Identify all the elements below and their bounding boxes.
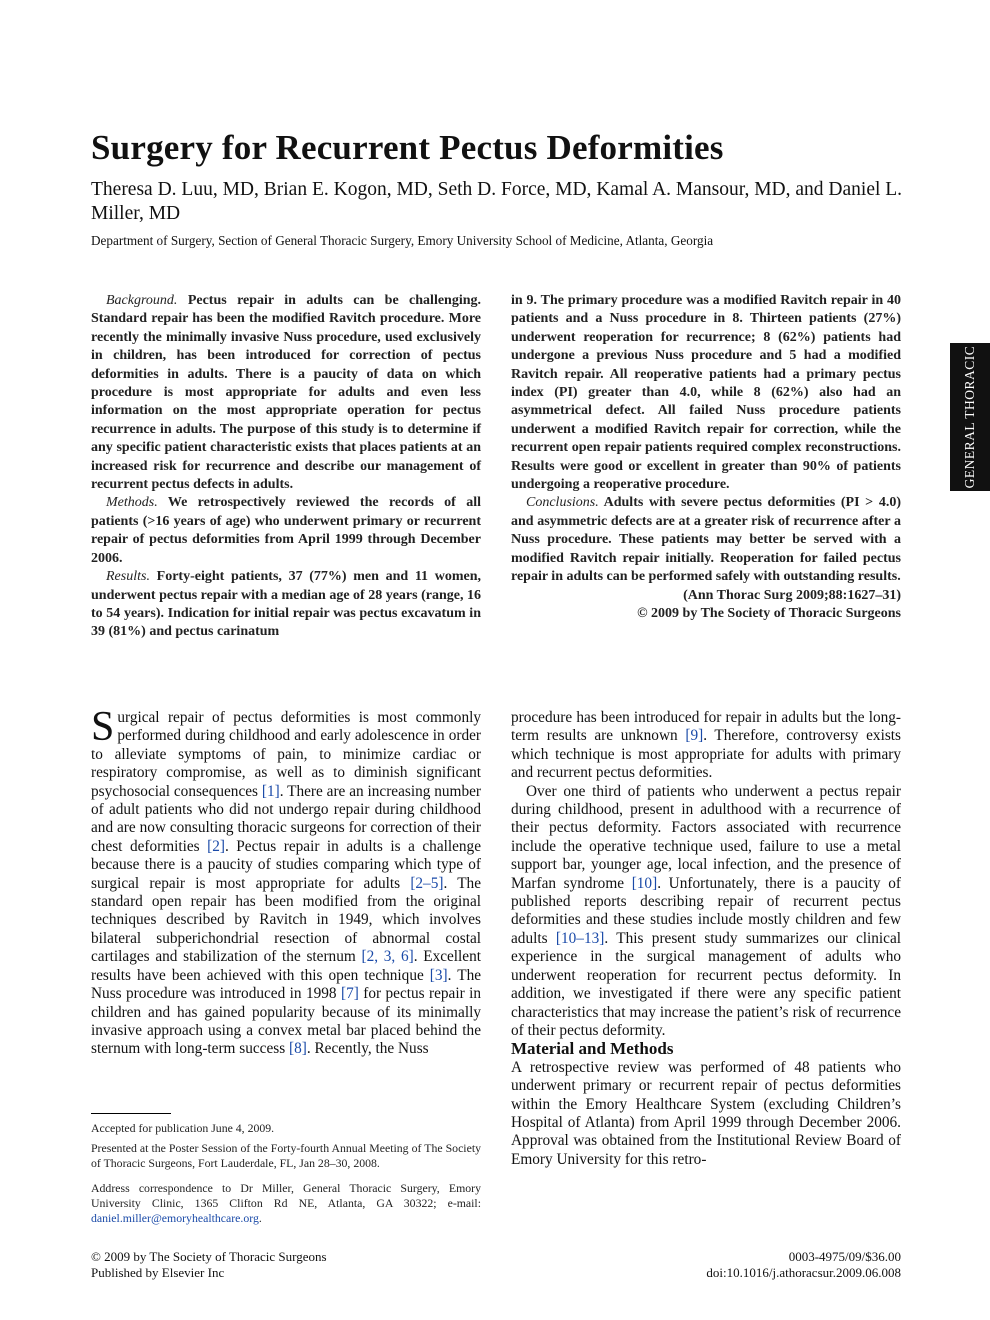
author-list: Theresa D. Luu, MD, Brian E. Kogon, MD, Seth D. Force, MD, Kamal A. Mansour, MD, and Daniel L. Miller, MD bbox=[91, 179, 903, 224]
reference-link[interactable]: [2, 3, 6] bbox=[361, 948, 414, 966]
footer-issn: 0003-4975/09/$36.00 bbox=[788, 1249, 901, 1264]
conclusions-label: Conclusions. bbox=[526, 495, 599, 511]
abstract-right-column bbox=[511, 292, 901, 623]
affiliation: Department of Surgery, Section of General Thoracic Surgery, Emory University School of Medicine, Atlanta, Georgia bbox=[91, 233, 714, 248]
reference-link[interactable]: [2] bbox=[207, 837, 225, 855]
body-left-column bbox=[91, 704, 482, 1059]
reference-link[interactable]: [2–5] bbox=[410, 874, 444, 892]
section-side-tab bbox=[950, 343, 990, 491]
footnote-rule bbox=[91, 1113, 171, 1114]
email-link[interactable]: daniel.miller@emoryhealthcare.org bbox=[91, 1211, 259, 1225]
recurrence-paragraph: Over one third of patients who underwent a pectus repair during childhood, present in adulthood with a recurrence of their pectus deformity. Factors associated with recurrence include the operative technique used, failure to use a metal support bar, younger age, local infection, and the presence of Marfan syndrome [10]. Unfortunately, there is a paucity of published reports describing repair of recurrent pectus deformities and these studies include mostly children and few adults [10–13]. This present study summarizes our clinical experience in the surgical management of adults who underwent reoperation for recurrent pectus deformity. In addition, we investigated if there were any specific patient characteristics that may increase the patient’s risk of recurrence of their pectus deformity. bbox=[511, 782, 901, 1039]
abstract-results-continued: in 9. The primary procedure was a modified Ravitch repair in 40 patients and a Nuss procedure in 8. Thirteen patients (27%) underwent reoperation for recurrence; 8 (62%) patients had undergone a previous Nuss procedure and 5 had a modified Ravitch repair. All reoperative patients had a primary pectus index (PI) greater than 4.0, while 8 (62%) also had an asymmetrical defect. All failed Nuss procedure patients underwent a modified Ravitch repair for correction, while the recurrent open repair patients required complex reconstructions. Results were good or excellent in greater than 90% of patients undergoing a reoperative procedure. bbox=[511, 293, 901, 493]
reference-link[interactable]: [1] bbox=[261, 782, 280, 800]
reference-link[interactable]: [10–13] bbox=[555, 929, 605, 947]
methods-label: Methods. bbox=[106, 495, 158, 511]
background-label: Background. bbox=[106, 293, 178, 308]
footer-copyright: © 2009 by The Society of Thoracic Surgeons bbox=[91, 1249, 327, 1264]
abstract-methods: Methods. We retrospectively reviewed the records of all patients (>16 years of age) who underwent primary or recurrent repair of pectus deformities from April 1999 through December 2006. bbox=[91, 495, 481, 566]
reference-link[interactable]: [9] bbox=[685, 727, 704, 745]
methods-paragraph: A retrospective review was performed of 48 patients who underwent primary or recurrent repair of pectus deformities within the Emory Healthcare System (excluding Children’s Hospital of Atlanta) from April 1999 through December 2006. Approval was obtained from the Institutional Review Board of Emory University for this retro- bbox=[511, 1058, 901, 1168]
footnote-accepted: Accepted for publication June 4, 2009. bbox=[91, 1121, 275, 1135]
reference-link[interactable]: [8] bbox=[288, 1040, 307, 1058]
journal-citation: (Ann Thorac Surg 2009;88:1627–31) bbox=[683, 587, 901, 603]
reference-link[interactable]: [3] bbox=[429, 966, 448, 984]
footer-left bbox=[91, 1249, 327, 1281]
drop-cap: S bbox=[91, 704, 115, 750]
abstract-left-column bbox=[91, 292, 481, 642]
footer-publisher: Published by Elsevier Inc bbox=[91, 1265, 225, 1280]
reference-link[interactable]: [7] bbox=[340, 985, 359, 1003]
footer-doi: doi:10.1016/j.athoracsur.2009.06.008 bbox=[706, 1265, 901, 1280]
footer-right bbox=[706, 1249, 901, 1281]
intro-paragraph: Surgical repair of pectus deformities is most commonly performed during childhood and early adolescence in order to alleviate symptoms of pain, to minimize cardiac or respiratory compromise, as well as to diminish significant psychosocial consequences [1]. There are an increasing number of adult patients who did not undergo repair during childhood and are now consulting thoracic surgeons for correction of their chest deformities [2]. Pectus repair in adults is a challenge because there is a paucity of studies comparing which type of surgical repair is most appropriate for adults [2–5]. The standard open repair has been modified from the original techniques described by Ravitch in 1949, which involves bilateral subperichondrial resection of abnormal costal cartilages and stabilization of the sternum [2, 3, 6]. Excellent results have been achieved with this open technique [3]. The Nuss procedure was introduced in 1998 [7] for pectus repair in children and has gained popularity because of its minimally invasive approach using a convex metal bar placed behind the sternum with long-term success [8]. Recently, the Nuss bbox=[91, 704, 482, 1058]
abstract-results: Results. Forty-eight patients, 37 (77%) men and 11 women, underwent pectus repair with a median age of 28 years (range, 16 to 54 years). Indication for initial repair was pectus excavatum in 39 (81%) and pectus carinatum bbox=[91, 569, 482, 640]
side-tab-label: GENERAL THORACIC bbox=[962, 345, 977, 489]
footnote-presented: Presented at the Poster Session of the Forty-fourth Annual Meeting of The Society of Thoracic Surgeons, Fort Lauderdale, FL, Jan 28–30, 2008. bbox=[91, 1141, 481, 1170]
abstract-conclusions: Conclusions. Adults with severe pectus deformities (PI > 4.0) and asymmetric defects are at a greater risk of recurrence after a Nuss procedure. These patients may better be served with a modified Ravitch repair initially. Reoperation for failed pectus repair in adults can be performed safely with outstanding results. bbox=[511, 495, 901, 585]
abstract-copyright: © 2009 by The Society of Thoracic Surgeons bbox=[637, 605, 901, 621]
section-heading: Material and Methods bbox=[511, 1039, 674, 1059]
results-label: Results. bbox=[106, 569, 150, 585]
intro-paragraph-continued: procedure has been introduced for repair in adults but the long-term results are unknown [9]. Therefore, controversy exists which technique is most appropriate for adults with primary and recurrent pectus deformities. bbox=[511, 709, 901, 782]
reference-link[interactable]: [10] bbox=[631, 874, 658, 892]
footnote-address: Address correspondence to Dr Miller, General Thoracic Surgery, Emory University Clinic, 1365 Clifton Rd NE, Atlanta, GA 30322; e-mail: daniel.miller@emoryhealthcare.org. bbox=[91, 1181, 481, 1225]
article-title: Surgery for Recurrent Pectus Deformities bbox=[91, 128, 724, 167]
abstract-background: Background. Pectus repair in adults can be challenging. Standard repair has been the modified Ravitch procedure. More recently the minimally invasive Nuss procedure, used exclusively in children, has been introduced for correction of pectus deformities in adults. There is a paucity of data on which procedure is most appropriate for adults and even less information on the most appropriate operation for pectus recurrence in adults. The purpose of this study is to determine if any specific patient characteristic exists that places patients at an increased risk for recurrence and describe our management of recurrent pectus defects in adults. bbox=[91, 293, 482, 493]
body-right-column bbox=[511, 709, 901, 1169]
